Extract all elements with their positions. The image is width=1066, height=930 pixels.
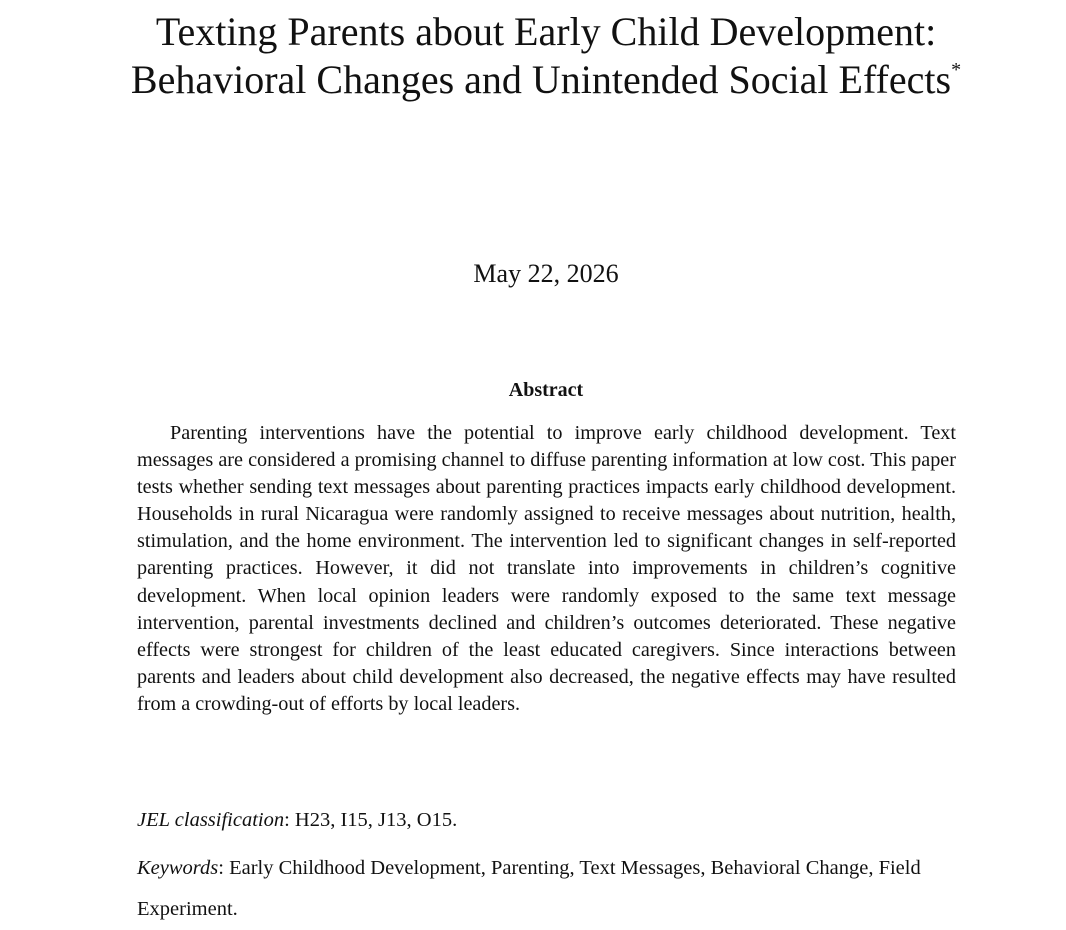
title-footnote-mark[interactable]: * [951,58,962,81]
paper-title [0,8,1066,104]
jel-label: JEL classification [137,809,285,831]
keywords-value: : Early Childhood Development, Parenting, Text Messages, Behavioral Change, Field Experiment. [137,857,921,920]
paper-title-line-2 [0,56,1066,104]
keywords-label: Keywords [137,857,219,879]
abstract-text: Parenting interventions have the potential to improve early childhood development. Text messages are considered a promising channel to diffuse parenting information at low cost. This paper tests whether sending text messages about parenting practices impacts early childhood development. Households in rural Nicaragua were randomly assigned to receive messages about nutrition, health, stimulation, and the home environment. The intervention led to significant changes in self-reported parenting practices. However, it did not translate into improvements in children’s cognitive development. When local opinion leaders were randomly exposed to the same text message intervention, parental investments declined and children’s outcomes deteriorated. These negative effects were strongest for children of the least educated caregivers. Since interactions between parents and leaders about child development also decreased, the negative effects may have resulted from a crowding-out of efforts by local leaders. [137,422,956,715]
jel-classification [137,807,1017,833]
abstract-heading: Abstract [508,379,584,401]
jel-value: : H23, I15, J13, O15. [284,809,458,831]
paper-date: May 22, 2026 [473,259,619,288]
paper-title-line-1: Texting Parents about Early Child Development: [155,9,937,54]
paper-title-line-2-text: Behavioral Changes and Unintended Social Effects [130,57,952,102]
